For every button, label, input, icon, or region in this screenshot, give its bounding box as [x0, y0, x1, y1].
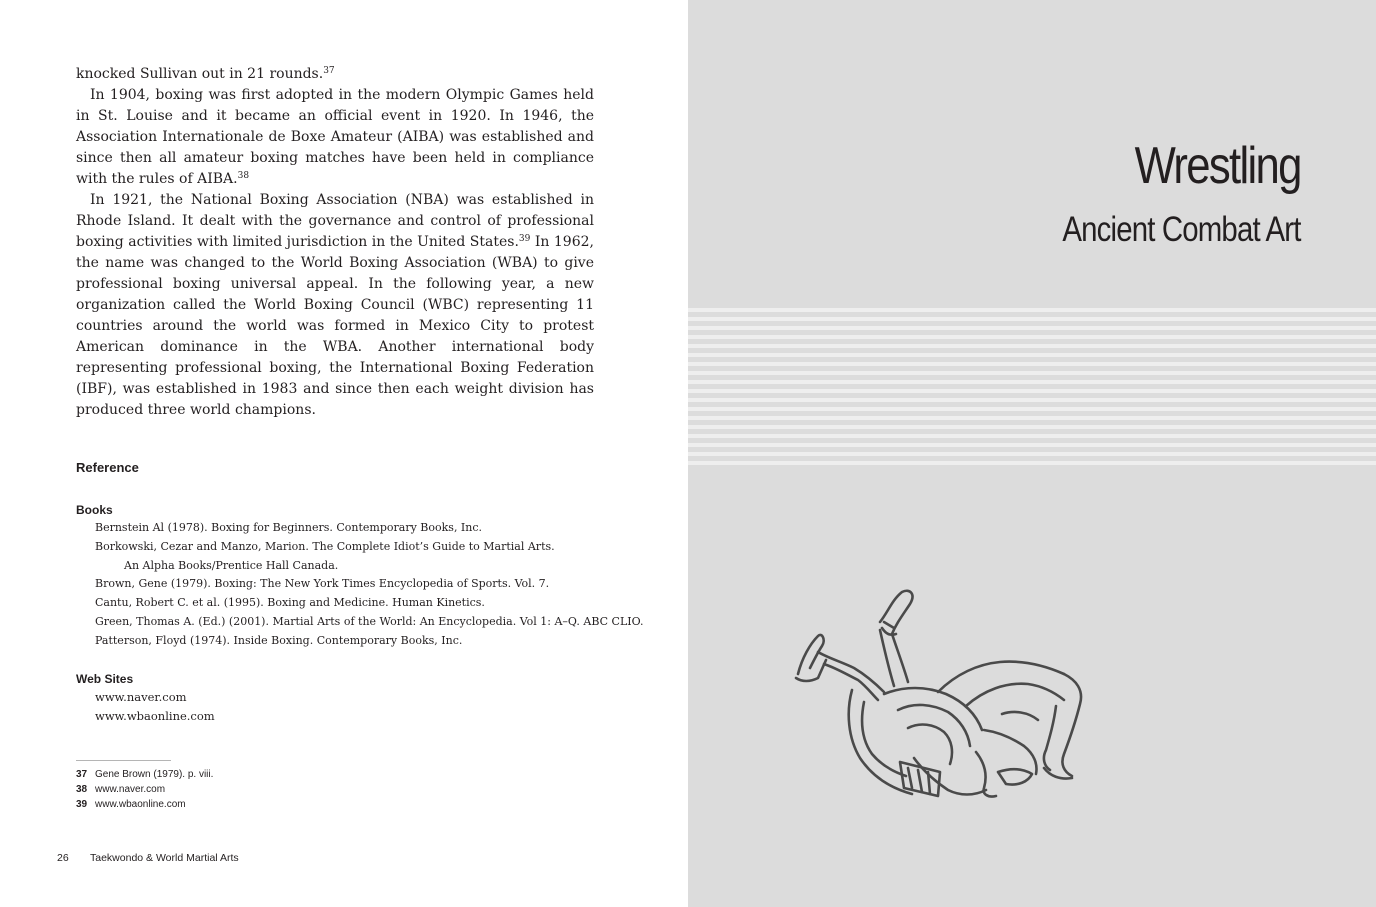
footnote-number: 39	[76, 799, 88, 810]
paragraph-1-text: knocked Sullivan out in 21 rounds.	[76, 66, 324, 82]
book-item: Cantu, Robert C. et al. (1995). Boxing and Medicine. Human Kinetics.	[95, 596, 485, 610]
right-page	[688, 0, 1376, 907]
paragraph-1	[76, 64, 594, 85]
paragraph-3-text-b: In 1962, the name was changed to the World Boxing Association (WBA) to give professional boxing universal appeal. In the following year, a new organization called the World Boxing Council (WBC) representing 11 countries around the world was formed in Mexico City to protest American dominance in the WBA. Another international body representing professional boxing, the International Boxing Federation (IBF), was established in 1983 and since then each weight division has produced three world champions.	[76, 234, 594, 418]
footnote	[76, 767, 213, 782]
footnote-ref-37: 37	[323, 66, 335, 76]
footnote-rule	[76, 760, 171, 761]
paragraph-2	[76, 85, 594, 190]
decorative-stripes	[688, 308, 1376, 468]
chapter-subtitle: Ancient Combat Art	[1062, 210, 1301, 249]
footnote-ref-39: 39	[518, 234, 531, 244]
web-sites-list	[95, 688, 215, 726]
footnote-text: www.wbaonline.com	[95, 799, 186, 810]
book-item-continuation: An Alpha Books/Prentice Hall Canada.	[124, 558, 339, 572]
web-site-item: www.naver.com	[95, 690, 187, 704]
footnote-text: Gene Brown (1979). p. viii.	[95, 769, 214, 780]
leg-line	[880, 630, 894, 686]
web-site-item: www.wbaonline.com	[95, 708, 215, 723]
book-item: Green, Thomas A. (Ed.) (2001). Martial Arts of the World: An Encyclopedia. Vol 1: A–Q. ABC CLIO.	[95, 614, 644, 628]
footnote-number: 37	[76, 769, 88, 780]
bent-leg-line	[1062, 674, 1081, 776]
footnotes	[76, 767, 213, 812]
book-item: Borkowski, Cezar and Manzo, Marion. The Complete Idiot’s Guide to Martial Arts.	[95, 539, 555, 553]
book-item: Patterson, Floyd (1974). Inside Boxing. Contemporary Books, Inc.	[95, 633, 463, 647]
book-title: Taekwondo & World Martial Arts	[90, 852, 239, 864]
leg-line	[818, 652, 884, 692]
leg-line	[892, 634, 908, 682]
side-line	[966, 684, 1064, 706]
paragraph-2-text: In 1904, boxing was first adopted in the modern Olympic Games held in St. Louise and it became an official event in 1920. In 1946, the Association Internationale de Boxe Amateur (AIBA) was established and since then all amateur boxing matches have been held in compliance with the rules of AIBA.	[76, 87, 594, 187]
web-sites-heading: Web Sites	[76, 672, 134, 686]
arm-line	[984, 730, 1037, 774]
head-shape	[998, 769, 1032, 784]
bent-leg-line	[1044, 706, 1056, 770]
books-list	[95, 519, 643, 651]
body-text	[76, 64, 594, 421]
paragraph-3	[76, 190, 594, 421]
reference-heading: Reference	[76, 460, 139, 475]
footnote-ref-38: 38	[237, 171, 250, 181]
footnote	[76, 782, 213, 797]
wrestlers-illustration	[788, 582, 1088, 804]
raised-leg-line	[880, 591, 912, 634]
book-item: Brown, Gene (1979). Boxing: The New York Times Encyclopedia of Sports. Vol. 7.	[95, 577, 550, 591]
footnote-text: www.naver.com	[95, 784, 166, 795]
folio	[57, 852, 239, 864]
book-item: Bernstein Al (1978). Boxing for Beginners. Contemporary Books, Inc.	[95, 521, 483, 534]
chapter-title: Wrestling	[1134, 137, 1301, 195]
page-number: 26	[57, 852, 69, 864]
footnote-number: 38	[76, 784, 88, 795]
detail-line	[1002, 712, 1038, 720]
paragraph-3-text-a: In 1921, the National Boxing Association (NBA) was established in Rhode Island. It dealt with the governance and control of professional boxing activities with limited jurisdiction in the United States.	[76, 192, 594, 250]
books-heading: Books	[76, 503, 113, 517]
footnote	[76, 797, 213, 812]
